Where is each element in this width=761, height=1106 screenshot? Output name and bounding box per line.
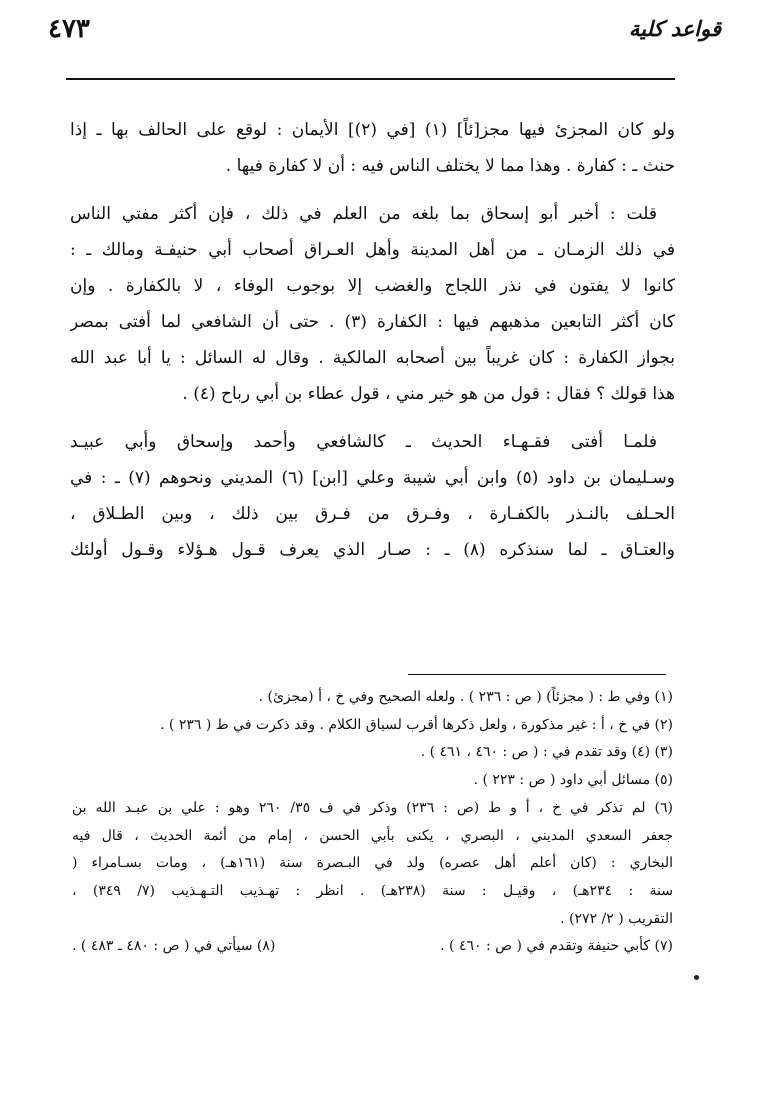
footnote-6-line: البخاري : (كان أعلم أهل عصره) ولد في البـصرة سنة (١٦١هـ) ، ومات بسـامراء (	[72, 855, 673, 872]
header-rule	[66, 78, 675, 80]
text-line: فلمـا أفتى فقـهـاء الحديث ـ كالشافعي وأحمد وإسحاق وأبي عبيـد	[70, 432, 657, 453]
footnote-1: (١) وفي ط : ( مجزئاً) ( ص : ٢٣٦ ) . ولعله الصحيح وفي خ ، أ (مجزئ) .	[258, 689, 673, 705]
paragraph-1	[70, 112, 675, 184]
text-line: والعتـاق ـ لما سنذكره (٨) ـ : صـار الذي يعرف قـول هـؤلاء وقـول أولئك	[70, 540, 675, 561]
footnote-row-7-8	[72, 933, 673, 961]
footnote-6-line: سنة : ٢٣٤هـ) ، وقيـل : سنة (٢٣٨هـ) . انظر : تهـذيب التـهـذيب (٧/ ٣٤٩) ،	[72, 883, 673, 900]
main-text	[70, 112, 675, 580]
footnotes	[72, 684, 673, 961]
text-line: الحـلف بالنـذر بالكفـارة ، وفـرق من فـرق بين ذلك ، وبين الطـلاق ،	[70, 504, 675, 525]
running-title: قواعد كلية	[628, 16, 721, 41]
footnote-5: (٥) مسائل أبي داود ( ص : ٢٢٣ ) .	[473, 772, 673, 789]
footnote-6-line: جعفر السعدي المديني ، البصري ، يكنى بأبي الحسن ، إمام من أئمة الحديث ، قال فيه	[72, 827, 673, 844]
footnote-3-4: (٣) (٤) وقد تقدم في : ( ص : ٤٦٠ ، ٤٦١ ) .	[420, 744, 673, 761]
text-line: كانوا لا يفتون في نذر اللجاج والغضب إلا بوجوب الوفاء ، لا بالكفارة . وإن	[70, 276, 675, 297]
text-line: وسـليمان بن داود (٥) وابن أبي شيبة وعلي [ابن] (٦) المديني ونحوهم (٧) ـ : في	[70, 468, 675, 489]
footnote-7: (٧) كأبي حنيفة وتقدم في ( ص : ٤٦٠ ) .	[440, 938, 673, 955]
margin-dot	[694, 975, 699, 980]
text-line: هذا قولك ؟ فقال : قول من هو خير مني ، قول عطاء بن أبي رباح (٤) .	[182, 384, 675, 405]
text-line: قلت : أخبر أبو إسحاق بما بلغه من العلم في ذلك ، فإن أكثر مفتي الناس	[70, 204, 657, 225]
footnote-2: (٢) في خ ، أ : غير مذكورة ، ولعل ذكرها أقرب لسياق الكلام . وقد ذكرت في ط ( ٢٣٦ ) .	[160, 716, 673, 733]
page-header	[40, 28, 721, 80]
footnote-8: (٨) سيأتي في ( ص : ٤٨٠ ـ ٤٨٣ ) .	[72, 938, 276, 955]
text-line: حنث ـ : كفارة . وهذا مما لا يختلف الناس فيه : أن لا كفارة فيها .	[225, 156, 675, 177]
text-line: في ذلك الزمـان ـ من أهل المدينة وأهل العـراق أصحاب أبي حنيفـة ومالك ـ :	[70, 240, 675, 261]
footnote-6-line: التقريب ( ٢/ ٢٧٢) .	[560, 910, 673, 927]
text-line: ولو كان المجزئ فيها مجز[ئاً] (١) [في (٢)] الأيمان : لوقع على الحالف بها ـ إذا	[70, 120, 675, 140]
footnote-separator	[408, 674, 666, 675]
text-line: كان أكثر التابعين مذهبهم فيها : الكفارة (٣) . حتى أن الشافعي لما أفتى بمصر	[70, 312, 675, 333]
page-number: ٤٧٣	[48, 14, 90, 44]
paragraph-2	[70, 196, 675, 412]
footnote-6-line: (٦) لم تذكر في خ ، أ و ط (ص : ٢٣٦) وذكر في ف ٣٥/ ٢٦٠ وهو : علي بن عبـد الله بن	[72, 799, 673, 816]
text-line: بجواز الكفارة : كان غريباً بين أصحابه المالكية . وقال له السائل : يا أبا عبد الله	[70, 348, 675, 369]
paragraph-3	[70, 424, 675, 568]
